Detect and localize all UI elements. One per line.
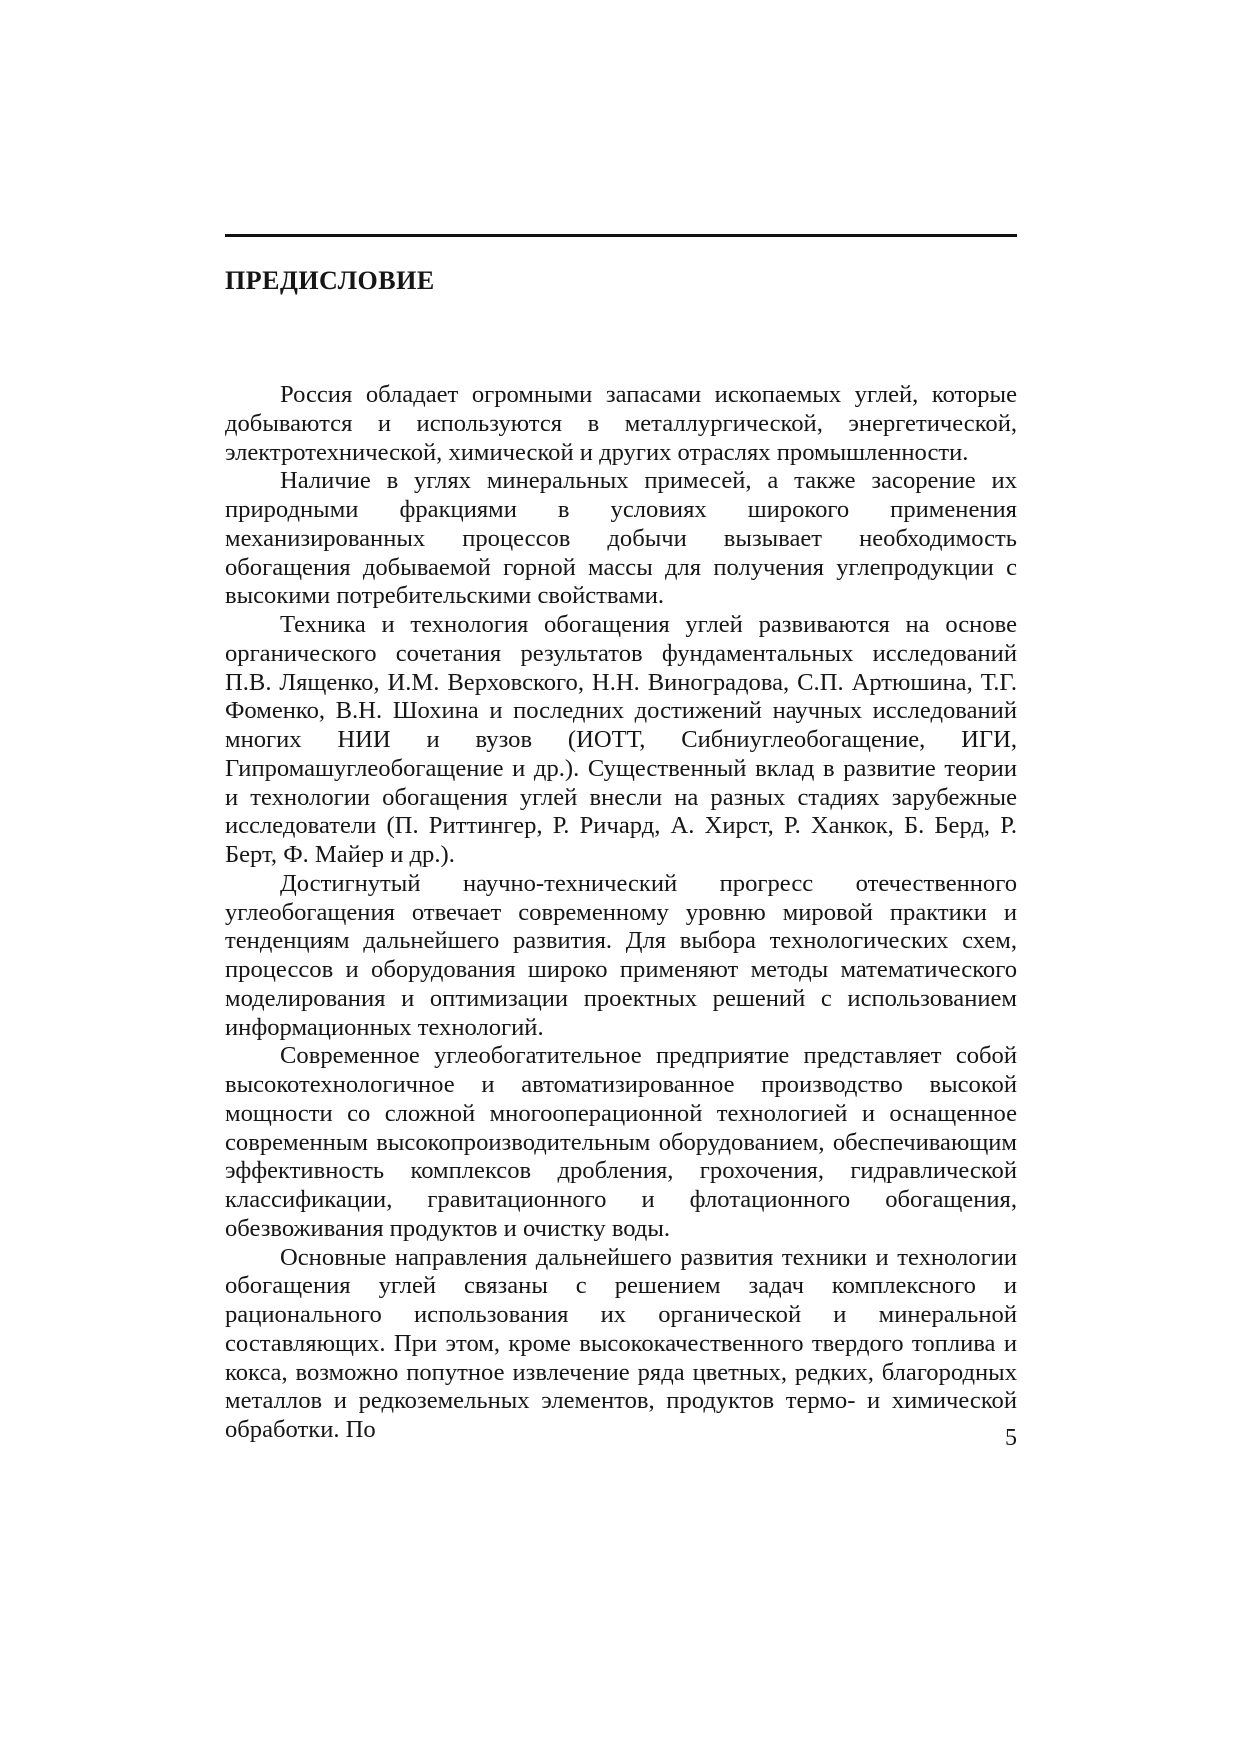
paragraph: Наличие в углях минеральных примесей, а также засорение их природными фракциями в условиях широкого применения механизированных процессов добычи вызывает необходимость обогащения добываемой горной массы для получения углепродукции с высокими потребительскими свойствами.: [225, 467, 1017, 610]
page-number: 5: [1005, 1425, 1017, 1451]
paragraph: Техника и технология обогащения углей развиваются на основе органического сочетания результатов фундаментальных исследований П.В. Лященко, И.М. Верховского, Н.Н. Виноградова, С.П. Артюшина, Т.Г. Фоменко, В.Н. Шохина и последних достижений научных исследований многих НИИ и вузов (ИОТТ, Сибниуглеобогащение, ИГИ, Гипромашуглеобогащение и др.). Существенный вклад в развитие теории и технологии обогащения углей внесли на разных стадиях зарубежные исследователи (П. Риттингер, Р. Ричард, А. Хирст, Р. Ханкок, Б. Берд, Р. Берт, Ф. Майер и др.).: [225, 611, 1017, 868]
paragraph: Основные направления дальнейшего развития техники и технологии обогащения углей связаны с решением задач комплексного и рационального использования их органической и минеральной составляющих. При этом, кроме высококачественного твердого топлива и кокса, возможно попутное извлечение ряда цветных, редких, благородных металлов и редкоземельных элементов, продуктов термо- и химической обработки. По: [225, 1243, 1017, 1443]
paragraph: Достигнутый научно-технический прогресс отечественного углеобогащения отвечает современному уровню мировой практики и тенденциям дальнейшего развития. Для выбора технологических схем, процессов и оборудования широко применяют методы математического моделирования и оптимизации проектных решений с использованием информационных технологий.: [225, 869, 1017, 1041]
paragraph: Современное углеобогатительное предприятие представляет собой высокотехнологичное и автоматизированное производство высокой мощности со сложной многооперационной технологией и оснащенное современным высокопроизводительным оборудованием, обеспечивающим эффективность комплексов дробления, грохочения, гидравлической классификации, гравитационного и флотационного обогащения, обезвоживания продуктов и очистку воды.: [225, 1042, 1017, 1242]
header-rule: [225, 234, 1017, 237]
body-text: [225, 381, 1017, 1445]
paragraph: Россия обладает огромными запасами ископаемых углей, которые добываются и используются в металлургической, энергетической, электротехнической, химической и других отраслях промышленности.: [225, 381, 1017, 466]
page-title: ПРЕДИСЛОВИЕ: [225, 266, 435, 295]
